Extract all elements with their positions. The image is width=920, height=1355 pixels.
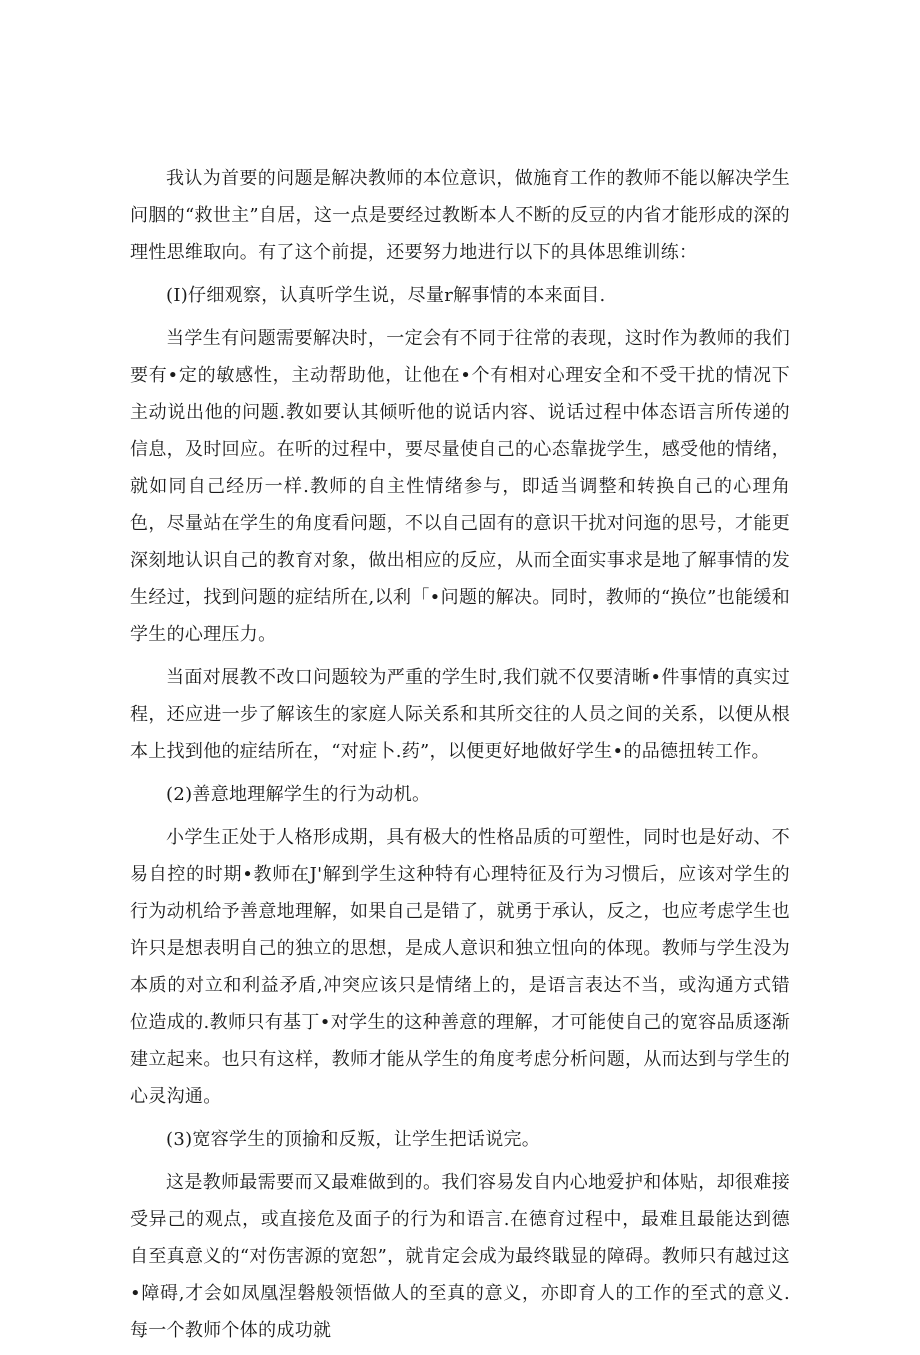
document-body: [130, 160, 790, 1355]
heading-point-1: (I)仔细观察，认真听学生说，尽量r解事情的本来面目.: [166, 285, 606, 306]
heading-point-3: (3)宽容学生的顶揄和反叛，让学生把话说完。: [166, 1129, 541, 1150]
heading-point-2: (2)善意地理解学生的行为动机。: [166, 784, 431, 805]
paragraph-point-2-body: 小学生正处于人格形成期，具有极大的性格品质的可塑性，同时也是好动、不易自控的时期•教师在J'解到学生这种特有心理特征及行为习惯后，应该对学生的行为动机给予善意地理解，如果自己是错了，就勇于承认，反之，也应考虑学生也许只是想表明自己的独立的思想，是成人意识和独立忸向的体现。教师与学生没为本质的对立和利益矛盾,冲突应该只是情绪上的，是语言表达不当，或沟通方式错位造成的.教师只有基丁•对学生的这种善意的理解，才可能使自己的宽容品质逐渐建立起来。也只有这样，教师才能从学生的角度考虑分析问题，从而达到与学生的心灵沟通。: [130, 827, 790, 1107]
paragraph-point-1-extra: 当面对展教不改口问题较为严重的学生时,我们就不仅要清晰•件事情的真实过程，还应进一步了解该生的家庭人际关系和其所交往的人员之间的关系，以便从根本上找到他的症结所在，“对症卜.药”，以便更好地做好学生•的品德扭转工作。: [130, 667, 790, 762]
paragraph-point-3-body: 这是教师最需要而又最难做到的。我们容易发自内心地爱护和体贴，却很难接受异己的观点，或直接危及面子的行为和语言.在德育过程中，最难且最能达到德自至真意义的“对伤害源的宽恕”，就肯定会成为最终戢显的障碍。教师只有越过这•障碍,才会如凤凰涅磐般领悟做人的至真的意义，亦即育人的工作的至式的意义.每一个教师个体的成功就: [130, 1172, 790, 1341]
paragraph-point-1-body: 当学生有问题需要解决时，一定会有不同于往常的表现，这时作为教师的我们要有•定的敏感性，主动帮助他，让他在•个有相对心理安全和不受干扰的情况下主动说出他的问题.教如要认其倾听他的说话内容、说话过程中体态语言所传递的信息，及时回应。在听的过程中，要尽量使自己的心态靠拢学生，感受他的情绪，就如同自己经历一样.教师的自主性情绪参与，即适当调整和转换自己的心理角色，尽量站在学生的角度看问题，不以自己固有的意识干扰对问迤的思号，才能更深刻地认识自己的教育对象，做出相应的反应，从而全面实事求是地了解事情的发生经过，找到问题的症结所在,以利「•问题的解决。同时，教师的“换位”也能缓和学生的心理压力。: [130, 328, 790, 645]
paragraph-intro: 我认为首要的问题是解决教师的本位意识，做施育工作的教师不能以解决学生问胭的“救世主”自居，这一点是要经过教断本人不断的反豆的内省才能形成的深的理性思维取向。有了这个前提，还要努力地进行以下的具体思维训练：: [130, 168, 790, 263]
